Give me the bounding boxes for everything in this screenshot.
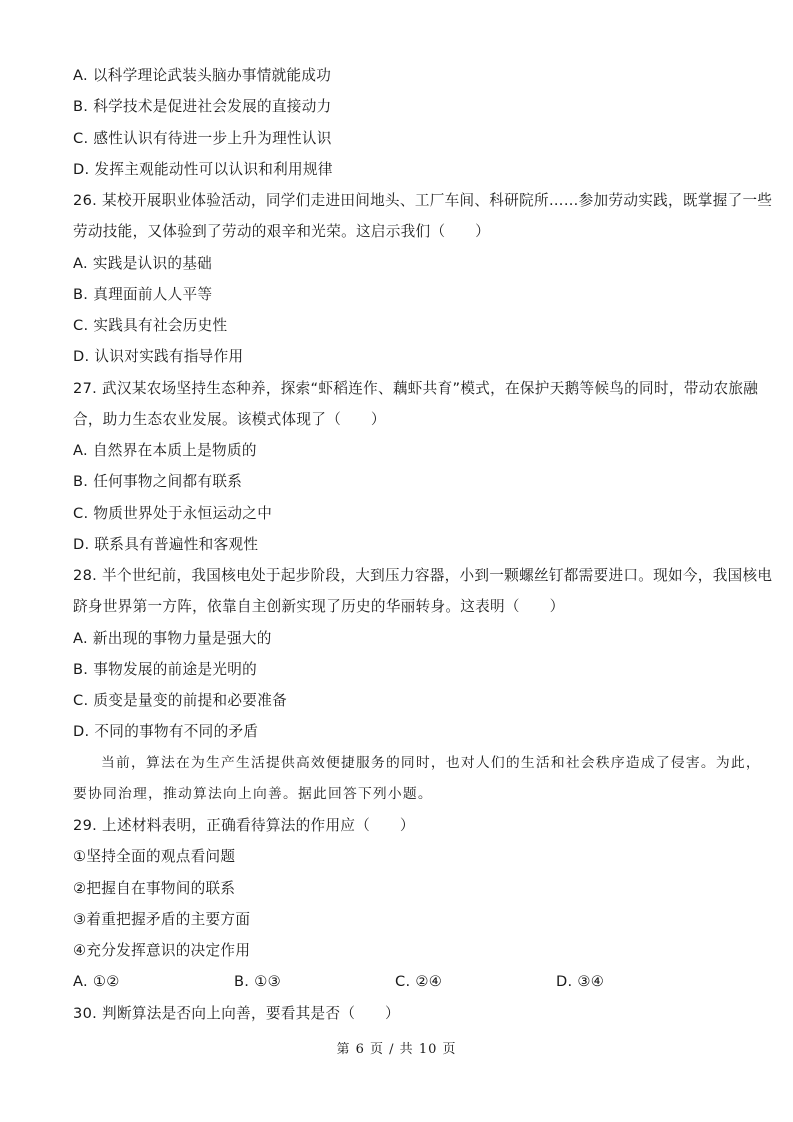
document-body — [73, 60, 773, 1029]
statement-item: ④充分发挥意识的决定作用 — [73, 942, 251, 959]
question-text: 合，助力生态农业发展。该模式体现了（ ） — [73, 410, 386, 428]
answer-option: C. 感性认识有待进一步上升为理性认识 — [73, 129, 332, 147]
question-text: 跻身世界第一方阵，依靠自主创新实现了历史的华丽转身。这表明（ ） — [73, 598, 565, 616]
answer-option: A. 自然界在本质上是物质的 — [73, 442, 257, 459]
answer-option: A. 新出现的事物力量是强大的 — [73, 629, 272, 647]
answer-choice: B. ①③ — [234, 973, 281, 991]
answer-option: C. 实践具有社会历史性 — [73, 317, 228, 334]
page-footer: 第 6 页 / 共 10 页 — [336, 1042, 457, 1057]
answer-choice: A. ①② — [73, 973, 120, 991]
answer-option: D. 联系具有普遍性和客观性 — [73, 535, 259, 553]
statement-item: ①坚持全面的观点看问题 — [73, 848, 236, 866]
answer-option: C. 物质世界处于永恒运动之中 — [73, 504, 273, 522]
statement-item: ③着重把握矛盾的主要方面 — [73, 910, 251, 928]
answer-option: A. 实践是认识的基础 — [73, 254, 213, 272]
answer-option: B. 事物发展的前途是光明的 — [73, 660, 258, 678]
material-text: 当前，算法在为生产生活提供高效便捷服务的同时，也对人们的生活和社会秩序造成了侵害。为此， — [101, 754, 761, 771]
answer-option: C. 质变是量变的前提和必要准备 — [73, 692, 287, 709]
answer-choices — [73, 966, 733, 997]
answer-option: B. 真理面前人人平等 — [73, 285, 213, 303]
statement-item: ②把握自在事物间的联系 — [73, 879, 236, 897]
question-text: 30. 判断算法是否向上向善，要看其是否（ ） — [73, 1004, 400, 1022]
question-text: 28. 半个世纪前，我国核电处于起步阶段，大到压力容器，小到一颗螺丝钉都需要进口。现如今，我国核电 — [73, 567, 773, 584]
question-text: 29. 上述材料表明，正确看待算法的作用应（ ） — [73, 817, 415, 834]
answer-option: D. 发挥主观能动性可以认识和利用规律 — [73, 160, 333, 178]
question-text: 27. 武汉某农场坚持生态种养，探索“虾稻连作、藕虾共育”模式，在保护天鹅等候鸟的同时，带动农旅融 — [73, 379, 759, 397]
material-text: 要协同治理，推动算法向上向善。据此回答下列小题。 — [73, 785, 433, 802]
question-text: 26. 某校开展职业体验活动，同学们走进田间地头、工厂车间、科研院所……参加劳动实践，既掌握了一些 — [73, 192, 773, 209]
answer-choice: C. ②④ — [395, 973, 443, 991]
answer-option: D. 认识对实践有指导作用 — [73, 348, 244, 366]
answer-choice: D. ③④ — [556, 973, 605, 991]
answer-option: D. 不同的事物有不同的矛盾 — [73, 723, 259, 741]
answer-option: B. 任何事物之间都有联系 — [73, 473, 243, 491]
answer-option: A. 以科学理论武装头脑办事情就能成功 — [73, 67, 332, 84]
answer-option: B. 科学技术是促进社会发展的直接动力 — [73, 98, 332, 116]
question-text: 劳动技能，又体验到了劳动的艰辛和光荣。这启示我们（ ） — [73, 223, 491, 241]
